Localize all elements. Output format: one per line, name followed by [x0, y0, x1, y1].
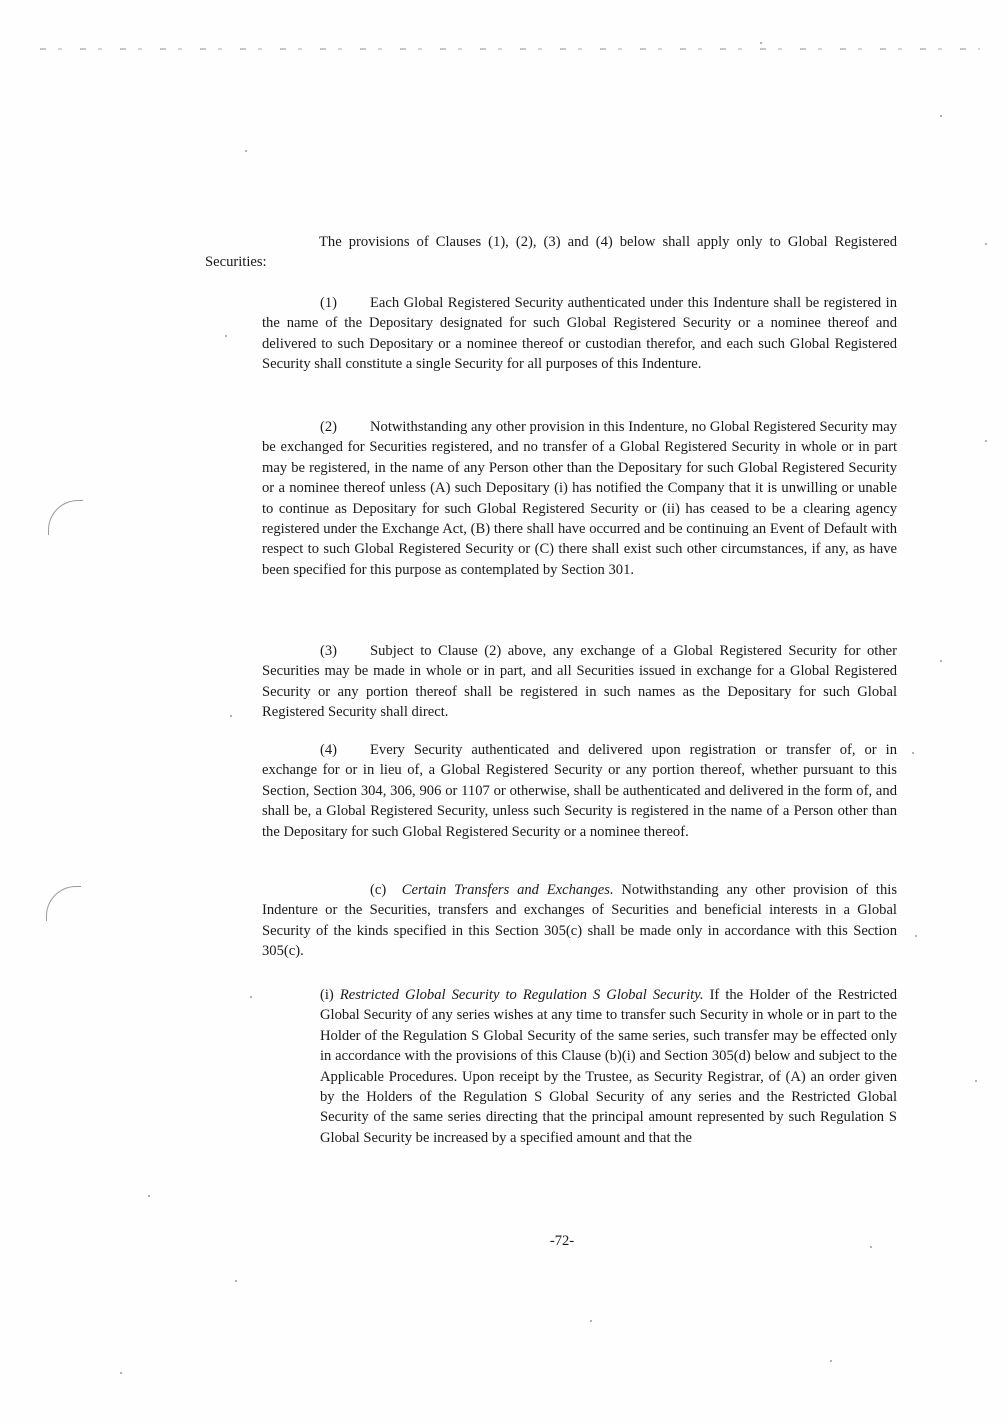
scan-artifact-line [40, 48, 980, 50]
scan-speck [225, 335, 227, 337]
scan-speck [915, 935, 917, 937]
scan-speck [985, 243, 987, 245]
clause-number: (2) [320, 419, 338, 435]
clause-number: (4) [320, 742, 338, 758]
clause-text: Each Global Registered Security authenticated under this Indenture shall be registered in the name of the Depositary designated for such Global Registered Security or a nominee thereof and delivered to such Depositary or a nominee thereof or custodian therefor, and each such Global Registered Security shall constitute a single Security for all purposes of this Indenture. [262, 295, 897, 373]
section-c-paragraph [262, 880, 897, 962]
scan-speck [940, 115, 942, 117]
clause-number: (1) [320, 295, 338, 311]
scan-speck [985, 440, 987, 442]
clause-number: (3) [320, 643, 338, 659]
intro-paragraph: The provisions of Clauses (1), (2), (3) and (4) below shall apply only to Global Registered Securities: [205, 234, 897, 271]
clause-text: Subject to Clause (2) above, any exchange of a Global Registered Security for other Securities may be made in whole or in part, and all Securities issued in exchange for a Global Registered Security or any portion thereof shall be registered in such names as the Depositary for such Global Registered Security shall direct. [262, 643, 897, 721]
scan-speck [235, 1280, 237, 1282]
scan-speck [760, 42, 762, 44]
punch-hole-mark [48, 500, 83, 535]
scan-speck [250, 996, 252, 998]
punch-hole-mark [46, 886, 81, 921]
scan-speck [120, 1372, 122, 1374]
clause-2 [262, 417, 897, 580]
clause-text: Every Security authenticated and delivered upon registration or transfer of, or in exchange for or in lieu of, a Global Registered Security or any portion thereof, whether pursuant to this Section, Section 304, 306, 906 or 1107 or otherwise, shall be authenticated and delivered in the form of, and shall be, a Global Registered Security, unless such Security is registered in the name of a Person other than the Depositary for such Global Registered Security or a nominee thereof. [262, 742, 897, 840]
clause-1 [262, 293, 897, 375]
subsection-i-paragraph [320, 985, 897, 1148]
scan-speck [975, 1080, 977, 1082]
subsection-i-text: If the Holder of the Restricted Global Security of any series wishes at any time to transfer such Security in whole or in part to the Holder of the Regulation S Global Security of the same series, such transfer may be effected only in accordance with the provisions of this Clause (b)(i) and Section 305(d) below and subject to the Applicable Procedures. Upon receipt by the Trustee, as Security Registrar, of (A) an order given by the Holders of the Regulation S Global Security of any series and the Restricted Global Security of the same series directing that the principal amount represented by such Regulation S Global Security be increased by a specified amount and that the [320, 987, 897, 1146]
section-c-label: (c) [370, 882, 387, 898]
scan-speck [830, 1360, 832, 1362]
scan-speck [940, 660, 942, 662]
page-number: -72- [549, 1233, 575, 1249]
scan-speck [590, 1320, 592, 1322]
scan-speck [245, 150, 247, 152]
section-c-heading: Certain Transfers and Exchanges. [401, 882, 614, 898]
clause-text: Notwithstanding any other provision in this Indenture, no Global Registered Security may be exchanged for Securities registered, and no transfer of a Global Registered Security in whole or in part may be registered, in the name of any Person other than the Depositary for such Global Registered Security or a nominee thereof unless (A) such Depositary (i) has notified the Company that it is unwilling or unable to continue as Depositary for such Global Registered Security or (ii) has ceased to be a clearing agency registered under the Exchange Act, (B) there shall have occurred and be continuing an Event of Default with respect to such Global Registered Security or (C) there shall exist such other circumstances, if any, as have been specified for this purpose as contemplated by Section 301. [262, 419, 897, 578]
subsection-i-label: (i) [320, 987, 334, 1003]
section-c-text: Notwithstanding any other provision of this Indenture or the Securities, transfers and exchanges of Securities and beneficial interests in a Global Security of the kinds specified in this Section 305(c) shall be made only in accordance with this Section 305(c). [262, 882, 898, 960]
scan-speck [230, 715, 232, 717]
clause-3 [262, 641, 897, 723]
clause-4 [262, 740, 897, 842]
scan-speck [148, 1195, 150, 1197]
scan-speck [912, 752, 914, 754]
subsection-i-heading: Restricted Global Security to Regulation S Global Security. [339, 987, 704, 1003]
